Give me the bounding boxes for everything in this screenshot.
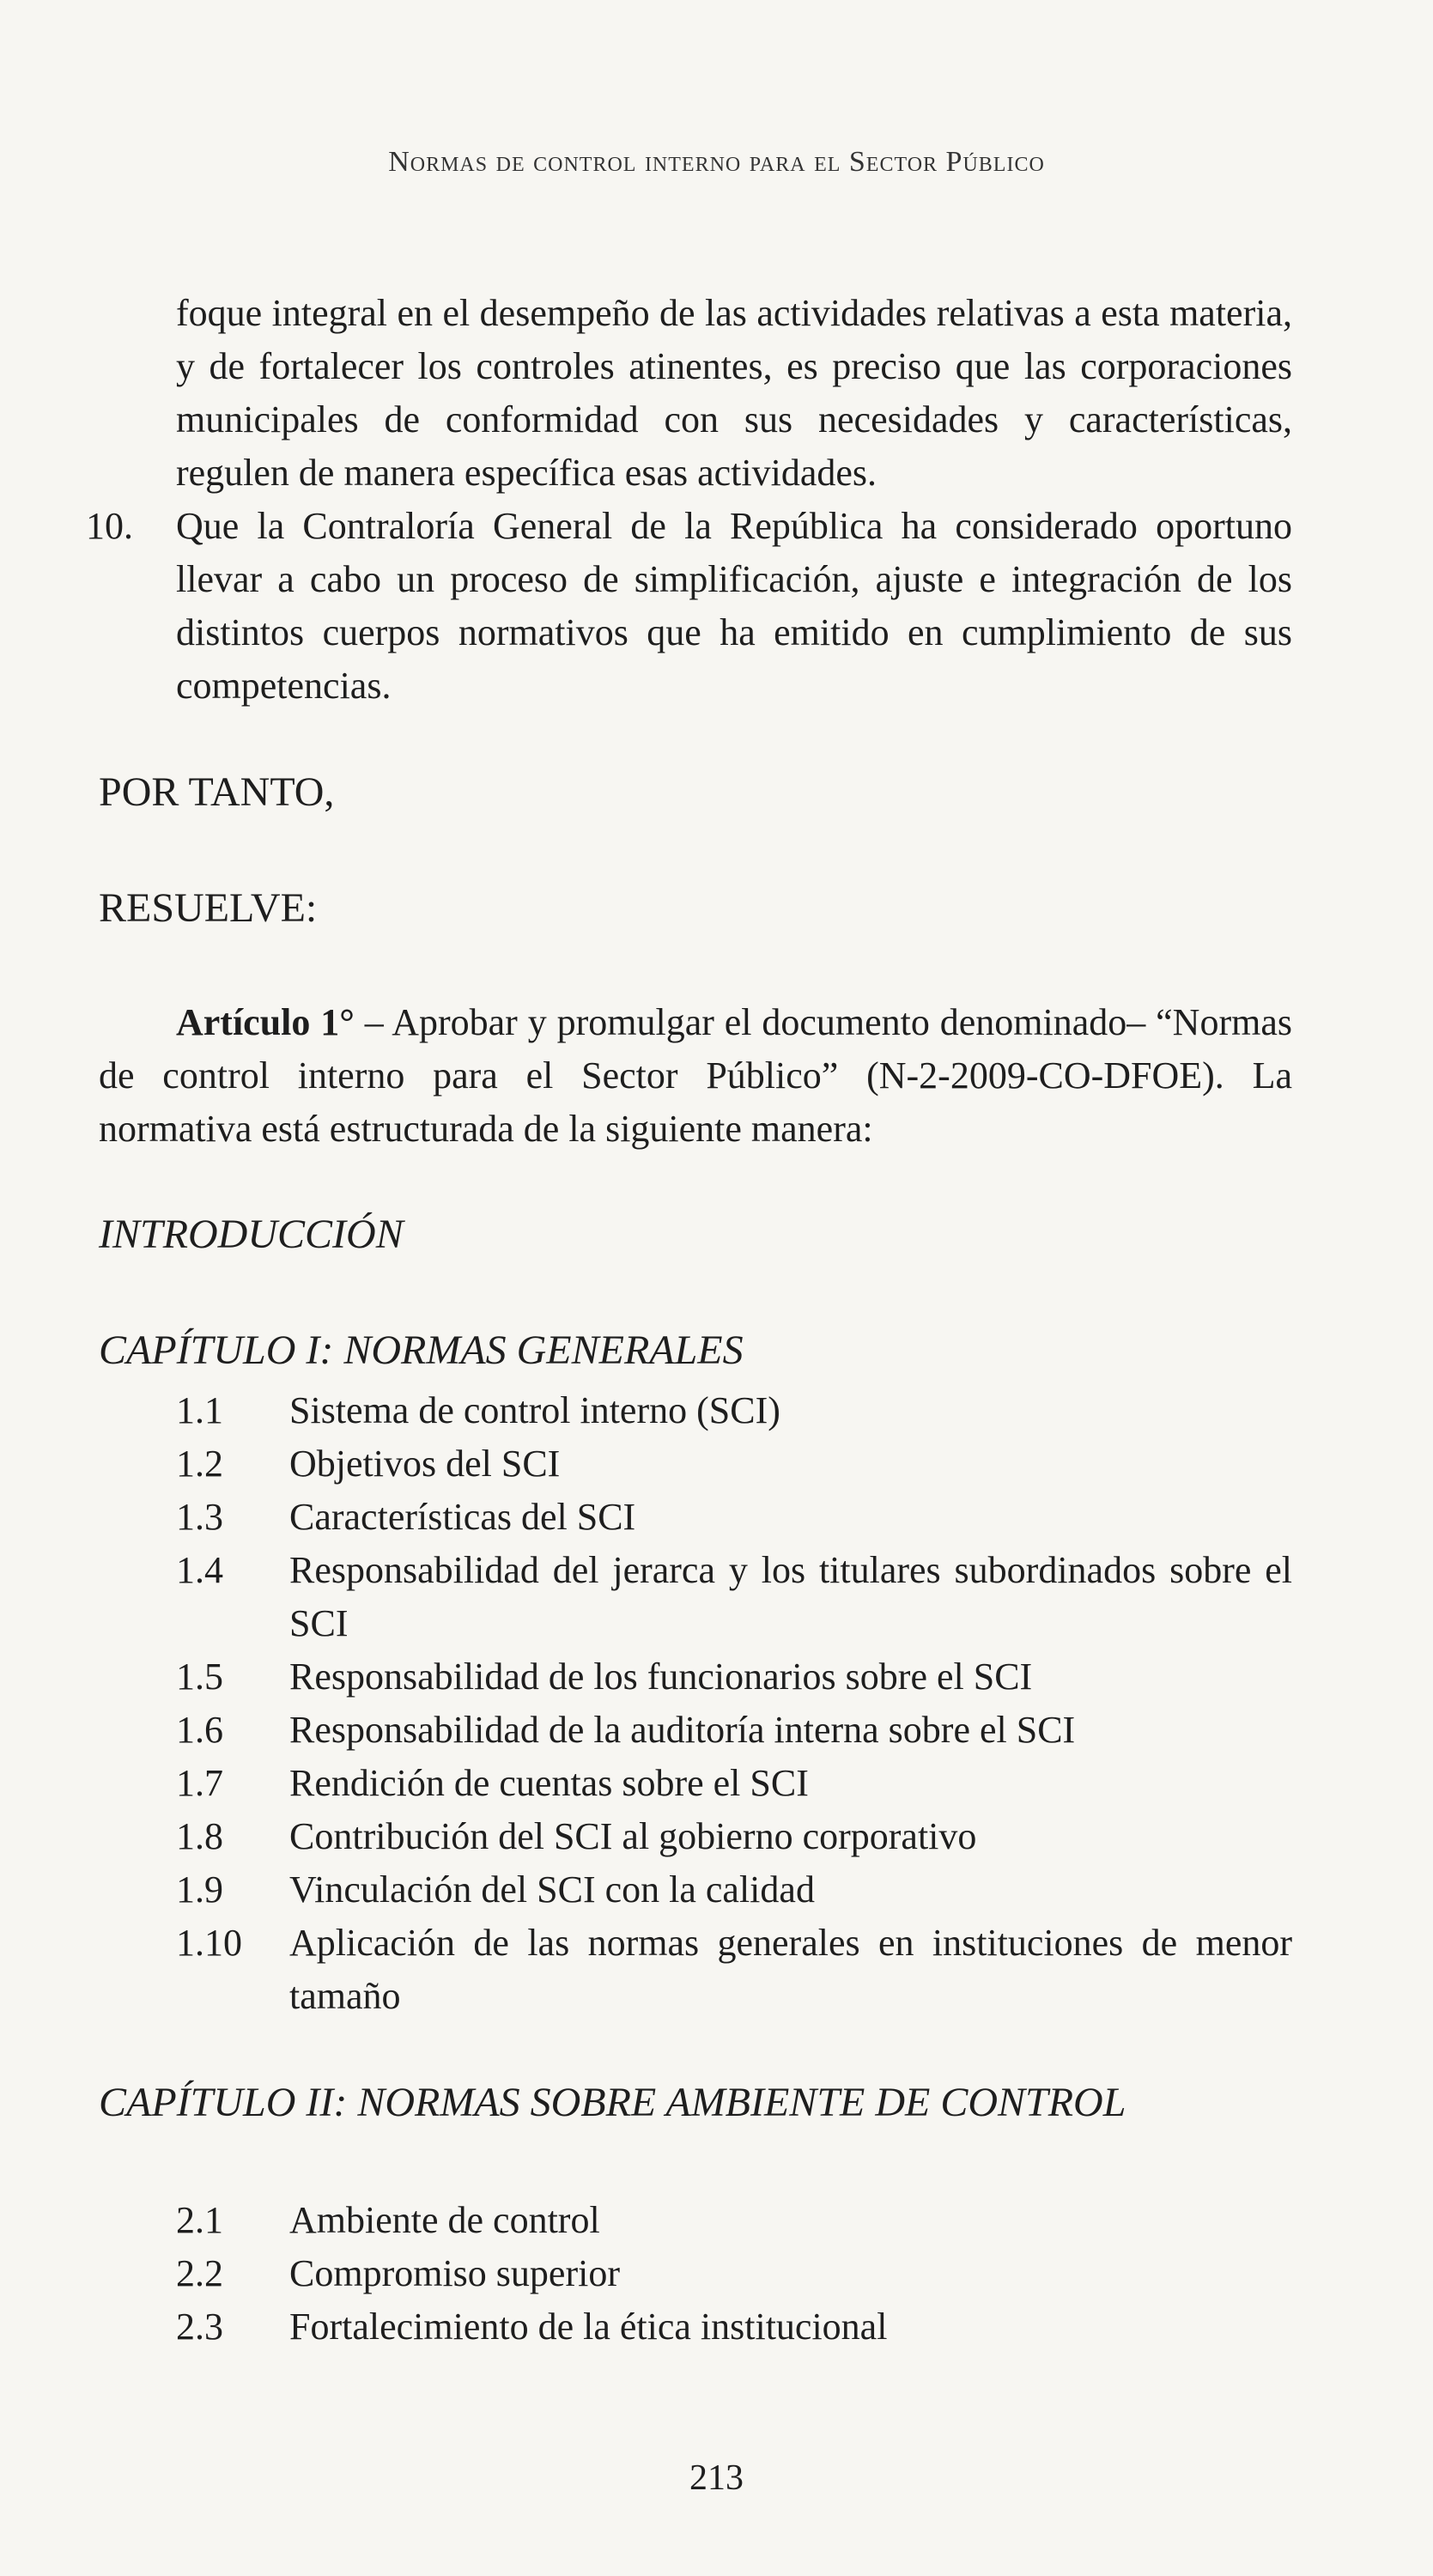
article-1-paragraph <box>99 996 1292 1156</box>
toc-item-text: Responsabilidad del jerarca y los titulares subordinados sobre el SCI <box>289 1549 1292 1644</box>
toc-item-text: Vinculación del SCI con la calidad <box>289 1868 815 1911</box>
toc-item <box>176 1863 1292 1917</box>
toc-item <box>176 1757 1292 1810</box>
toc-item <box>176 1437 1292 1491</box>
toc-item-text: Fortalecimiento de la ética institucional <box>289 2306 888 2348</box>
toc-item-number: 1.7 <box>176 1762 223 1804</box>
toc-item-text: Compromiso superior <box>289 2252 620 2294</box>
toc-item-text: Responsabilidad de los funcionarios sobre el SCI <box>289 1656 1033 1698</box>
running-head: Normas de control interno para el Sector Público <box>388 146 1045 178</box>
introduccion-heading: INTRODUCCIÓN <box>99 1212 404 1257</box>
por-tanto-heading: POR TANTO, <box>99 769 335 815</box>
chapter-1-title: CAPÍTULO I: NORMAS GENERALES <box>99 1327 744 1373</box>
toc-item-number: 1.5 <box>176 1656 223 1698</box>
toc-item-number: 1.10 <box>176 1922 242 1964</box>
toc-item-text: Ambiente de control <box>289 2199 600 2241</box>
toc-item-text: Rendición de cuentas sobre el SCI <box>289 1762 809 1804</box>
resuelve-heading: RESUELVE: <box>99 885 318 931</box>
toc-item <box>176 1491 1292 1544</box>
toc-item-number: 1.1 <box>176 1389 223 1431</box>
toc-item-number: 1.9 <box>176 1868 223 1911</box>
toc-item <box>176 1650 1292 1704</box>
toc-item-number: 1.2 <box>176 1443 223 1485</box>
toc-item-text: Aplicación de las normas generales en instituciones de menor tamaño <box>289 1922 1292 2017</box>
toc-item-text: Sistema de control interno (SCI) <box>289 1389 780 1431</box>
considerando-item-10 <box>86 500 1292 713</box>
toc-item-text: Características del SCI <box>289 1496 636 1538</box>
toc-item <box>176 1917 1292 2023</box>
toc-item-text: Contribución del SCI al gobierno corporativo <box>289 1815 977 1857</box>
toc-item <box>176 1384 1292 1437</box>
item-text: Que la Contraloría General de la República ha considerado oportuno llevar a cabo un proceso de simplificación, ajuste e integración de los distintos cuerpos normativos que ha emitido en cumplimiento de sus competencias. <box>176 505 1292 707</box>
toc-item <box>176 2300 1292 2354</box>
toc-item-number: 1.4 <box>176 1549 223 1591</box>
toc-item <box>176 1810 1292 1863</box>
toc-item <box>176 2194 1292 2247</box>
page-number: 213 <box>689 2458 744 2498</box>
chapter-2-list <box>176 2194 1292 2354</box>
toc-item <box>176 1544 1292 1650</box>
toc-item-text: Responsabilidad de la auditoría interna sobre el SCI <box>289 1709 1076 1751</box>
article-label: Artículo 1° <box>176 1001 355 1043</box>
chapter-1-list <box>176 1384 1292 2023</box>
toc-item <box>176 2247 1292 2300</box>
toc-item-number: 1.3 <box>176 1496 223 1538</box>
toc-item-number: 1.8 <box>176 1815 223 1857</box>
chapter-2-title: CAPÍTULO II: NORMAS SOBRE AMBIENTE DE CONTROL <box>99 2080 1126 2125</box>
toc-item <box>176 1704 1292 1757</box>
article-text: – Aprobar y promulgar el documento denominado– “Normas de control interno para el Sector Público” (N-2-2009-CO-DFOE). La normativa está estructurada de la siguiente manera: <box>99 1001 1292 1150</box>
toc-item-number: 2.3 <box>176 2306 223 2348</box>
toc-item-number: 2.1 <box>176 2199 223 2241</box>
item-number: 10. <box>86 505 133 547</box>
toc-item-text: Objetivos del SCI <box>289 1443 561 1485</box>
continuation-paragraph: foque integral en el desempeño de las actividades relativas a esta materia, y de fortalecer los controles atinentes, es preciso que las corporaciones municipales de conformidad con sus necesidades y características, regulen de manera específica esas actividades. <box>176 292 1292 494</box>
toc-item-number: 1.6 <box>176 1709 223 1751</box>
toc-item-number: 2.2 <box>176 2252 223 2294</box>
